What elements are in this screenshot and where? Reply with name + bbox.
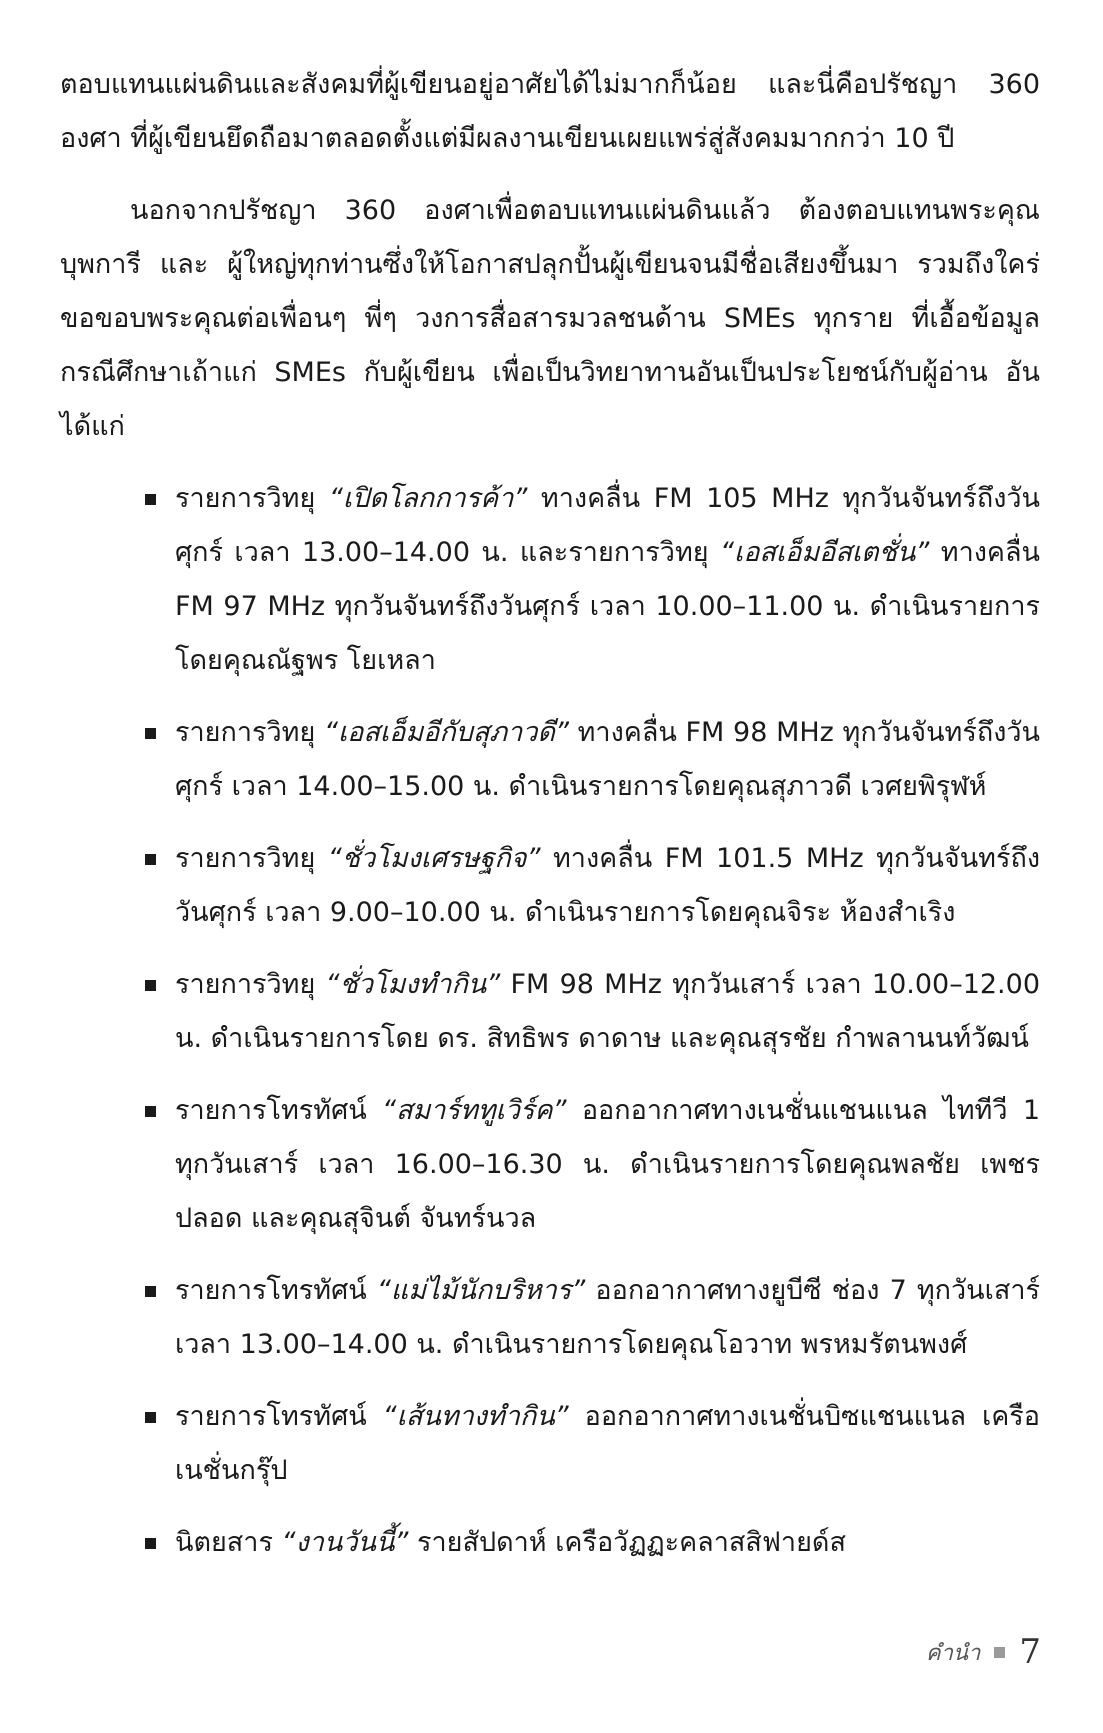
item-text: ออกอากาศทางเนชั่นแชนแนล ไททีวี 1 ทุกวันเสาร์ เวลา 16.00–16.30 น. ดำเนินรายการโดยคุณพลชัย เพชรปลอด และคุณสุจินต์ จันทร์นวล	[175, 1095, 1041, 1234]
list-item	[145, 1516, 1040, 1570]
page-body	[60, 58, 1040, 1588]
item-prefix: รายการวิทยุ	[175, 717, 324, 748]
item-prefix: รายการโทรทัศน์	[175, 1401, 383, 1432]
page-footer	[926, 1632, 1041, 1672]
item-text: ทางคลื่น FM 105 MHz ทุกวันจันทร์ถึงวันศุกร์ เวลา 13.00–14.00 น. และรายการวิทยุ	[175, 483, 1040, 568]
item-text: ทางคลื่น FM 98 MHz ทุกวันจันทร์ถึงวันศุกร์ เวลา 14.00–15.00 น. ดำเนินรายการโดยคุณสุภาวดี เวศยพิรุฬห์	[175, 717, 1041, 802]
square-bullet-icon	[145, 1412, 156, 1423]
item-text: ออกอากาศทางยูบีซี ช่อง 7 ทุกวันเสาร์ เวลา 13.00–14.00 น. ดำเนินรายการโดยคุณโอวาท พรหมรัตนพงศ์	[175, 1275, 1040, 1360]
item-text: FM 98 MHz ทุกวันเสาร์ เวลา 10.00–12.00 น. ดำเนินรายการโดย ดร. สิทธิพร ดาดาษ และคุณสุรชัย กำพลานนท์วัฒน์	[175, 969, 1040, 1054]
list-item	[145, 706, 1040, 814]
square-bullet-icon	[145, 854, 156, 865]
square-bullet-icon	[145, 728, 156, 739]
square-bullet-icon	[145, 980, 156, 991]
section-label: คำนำ	[925, 1640, 981, 1666]
square-bullet-icon	[145, 1106, 156, 1117]
list-item	[145, 1264, 1040, 1372]
program-title: “ชั่วโมงเศรษฐกิจ”	[327, 843, 541, 874]
paragraph-intro: ตอบแทนแผ่นดินและสังคมที่ผู้เขียนอยู่อาศัยได้ไม่มากก็น้อย และนี่คือปรัชญา 360 องศา ที่ผู้เขียนยึดถือมาตลอดตั้งแต่มีผลงานเขียนเผยแพร่สู่สังคมมากกว่า 10 ปี	[60, 69, 1040, 154]
item-prefix: นิตยสาร	[175, 1527, 282, 1558]
list-item	[145, 1084, 1040, 1246]
footer-square-icon	[994, 1647, 1005, 1658]
item-text: ออกอากาศทางเนชั่นบิซแชนแนล เครือเนชั่นกรุ๊ป	[175, 1401, 1040, 1486]
program-title: “แม่ไม้นักบริหาร”	[376, 1275, 586, 1306]
item-prefix: รายการวิทยุ	[175, 969, 326, 1000]
program-list	[60, 472, 1040, 1570]
program-title: “เอสเอ็มอีกับสุภาวดี”	[323, 717, 569, 748]
program-title-2: “เอสเอ็มอีสเตชั่น”	[719, 537, 930, 568]
page-number: 7	[1019, 1632, 1041, 1672]
program-title: “เปิดโลกการค้า”	[328, 483, 528, 514]
item-prefix: รายการวิทยุ	[175, 483, 329, 514]
item-text: รายสัปดาห์ เครือวัฏฏะคลาสสิฟายด์ส	[408, 1527, 846, 1558]
item-prefix: รายการโทรทัศน์	[175, 1095, 383, 1126]
program-title: “สมาร์ททูเวิร์ค”	[382, 1095, 567, 1126]
program-title: “เส้นทางทำกิน”	[382, 1401, 569, 1432]
item-prefix: รายการโทรทัศน์	[175, 1275, 377, 1306]
square-bullet-icon	[145, 1538, 156, 1549]
list-item	[145, 958, 1040, 1066]
square-bullet-icon	[145, 1286, 156, 1297]
square-bullet-icon	[145, 494, 156, 505]
item-text: ทางคลื่น FM 101.5 MHz ทุกวันจันทร์ถึงวันศุกร์ เวลา 9.00–10.00 น. ดำเนินรายการโดยคุณจิระ ห้องสำเริง	[175, 843, 1041, 928]
list-item	[145, 832, 1040, 940]
list-item	[145, 472, 1040, 688]
item-prefix: รายการวิทยุ	[175, 843, 328, 874]
item-text-2: ทางคลื่น FM 97 MHz ทุกวันจันทร์ถึงวันศุกร์ เวลา 10.00–11.00 น. ดำเนินรายการโดยคุณณัฐพร โยเหลา	[175, 537, 1040, 676]
program-title: “งานวันนี้”	[281, 1527, 409, 1558]
list-item	[145, 1390, 1040, 1498]
paragraph-thanks: นอกจากปรัชญา 360 องศาเพื่อตอบแทนแผ่นดินแล้ว ต้องตอบแทนพระคุณบุพการี และ ผู้ใหญ่ทุกท่านซึ่งให้โอกาสปลุกปั้นผู้เขียนจนมีชื่อเสียงขึ้นมา รวมถึงใคร่ขอขอบพระคุณต่อเพื่อนๆ พี่ๆ วงการสื่อสารมวลชนด้าน SMEs ทุกราย ที่เอื้อข้อมูลกรณีศึกษาเถ้าแก่ SMEs กับผู้เขียน เพื่อเป็นวิทยาทานอันเป็นประโยชน์กับผู้อ่าน อันได้แก่	[60, 195, 1040, 442]
program-title: “ชั่วโมงทำกิน”	[325, 969, 501, 1000]
